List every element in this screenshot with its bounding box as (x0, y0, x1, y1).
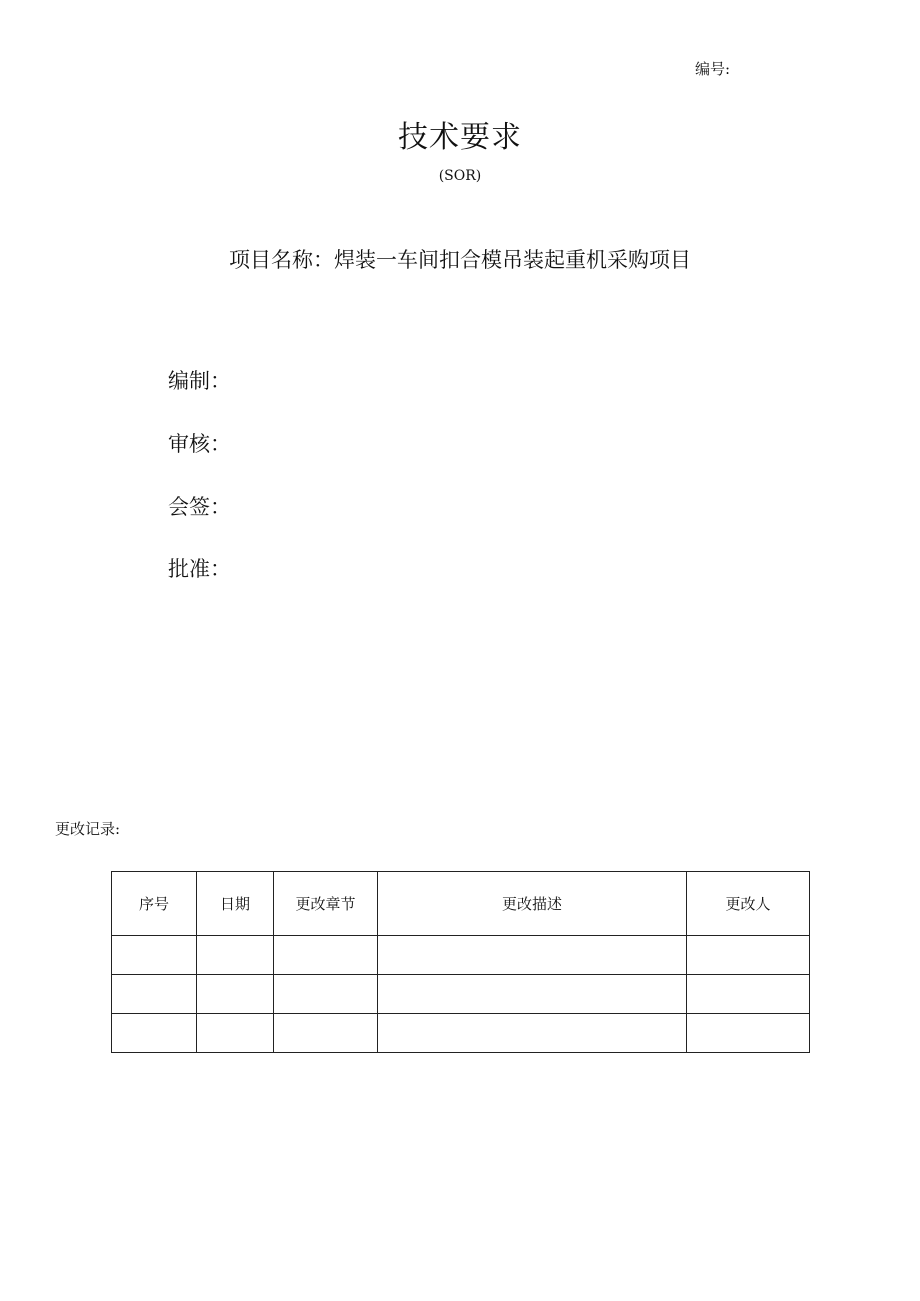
table-cell (197, 936, 274, 975)
table-cell (378, 1014, 687, 1053)
document-subtitle: (SOR) (438, 168, 482, 184)
project-name-value: 焊装一车间扣合模吊装起重机采购项目 (334, 248, 691, 272)
signoff-compile: 编制： (168, 369, 231, 393)
table-cell (112, 975, 197, 1014)
column-header-seq: 序号 (112, 872, 197, 936)
table-cell (274, 1014, 378, 1053)
table-header-row (112, 872, 810, 936)
table-cell (197, 975, 274, 1014)
table-cell (687, 975, 810, 1014)
column-header-date: 日期 (197, 872, 274, 936)
table-cell (274, 936, 378, 975)
table-row (112, 936, 810, 975)
table-row (112, 975, 810, 1014)
table-row (112, 1014, 810, 1053)
table-cell (378, 936, 687, 975)
document-number-label: 编号: (695, 60, 731, 78)
table-cell (687, 1014, 810, 1053)
table-cell (197, 1014, 274, 1053)
project-name-line (0, 244, 920, 274)
change-log-table (111, 871, 810, 1053)
column-header-author: 更改人 (687, 872, 810, 936)
column-header-section: 更改章节 (274, 872, 378, 936)
table-cell (274, 975, 378, 1014)
table-cell (112, 936, 197, 975)
table-cell (378, 975, 687, 1014)
change-log-label: 更改记录: (55, 820, 121, 838)
signoff-approve: 批准： (168, 557, 231, 581)
column-header-description: 更改描述 (378, 872, 687, 936)
table-cell (687, 936, 810, 975)
signoff-review: 审核： (168, 432, 231, 456)
signoff-countersign: 会签： (168, 495, 231, 519)
document-title: 技术要求 (398, 120, 522, 155)
project-name-label: 项目名称： (229, 248, 334, 272)
table-cell (112, 1014, 197, 1053)
